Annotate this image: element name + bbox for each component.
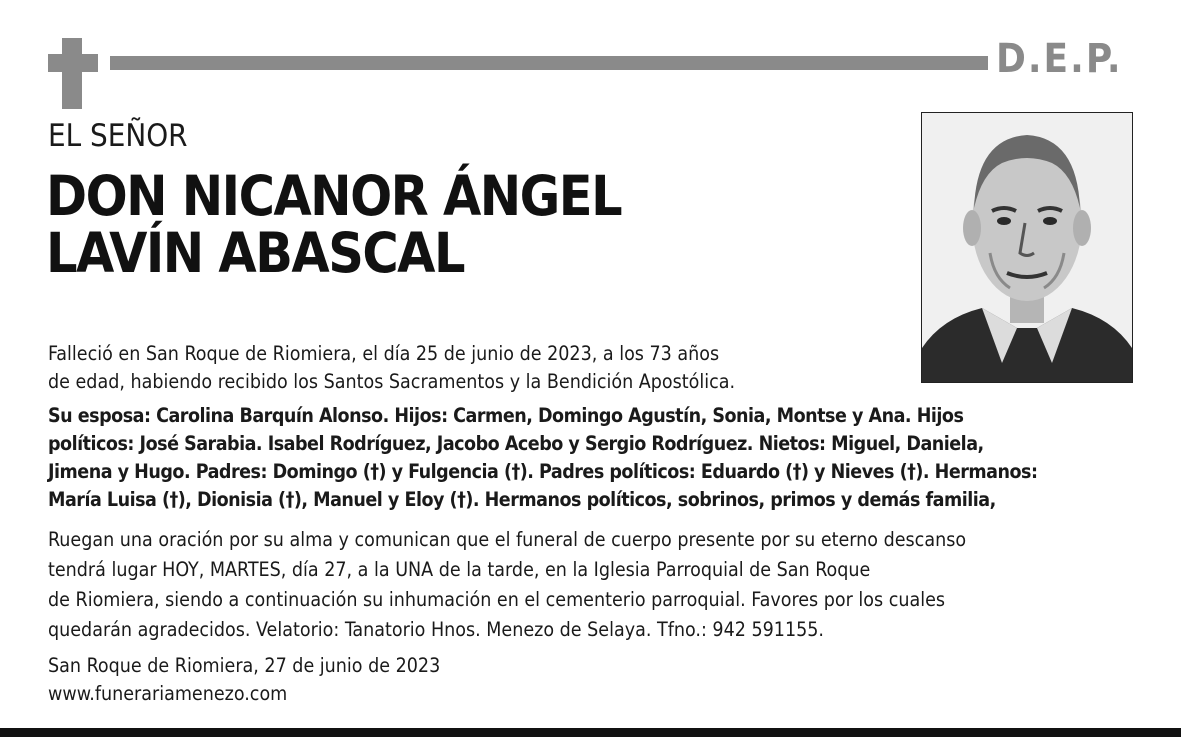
family-line-3: Jimena y Hugo. Padres: Domingo (†) y Fulgencia (†). Padres políticos: Eduardo (†) y Nieves (†). Hermanos: (48, 460, 1038, 483)
family-line-2: políticos: José Sarabia. Isabel Rodríguez, Jacobo Acebo y Sergio Rodríguez. Nietos: Miguel, Daniela, (48, 432, 984, 455)
header-rule (110, 56, 988, 70)
portrait-image (922, 113, 1132, 382)
name-line-1: DON NICANOR ÁNGEL (46, 164, 622, 228)
family-line-4: María Luisa (†), Dionisia (†), Manuel y Eloy (†). Hermanos políticos, sobrinos, primos y demás familia, (48, 488, 996, 511)
death-paragraph (48, 340, 888, 396)
funeral-line-3: de Riomiera, siendo a continuación su inhumación en el cementerio parroquial. Favores por los cuales (48, 588, 946, 611)
place-date: San Roque de Riomiera, 27 de junio de 2023 (48, 654, 441, 677)
website-link[interactable]: www.funerariamenezo.com (48, 682, 288, 705)
funeral-paragraph (48, 525, 1148, 645)
funeral-line-4: quedarán agradecidos. Velatorio: Tanatorio Hnos. Menezo de Selaya. Tfno.: 942 591155. (48, 618, 825, 641)
cross-icon-horizontal (48, 54, 98, 72)
death-line-2: de edad, habiendo recibido los Santos Sacramentos y la Bendición Apostólica. (48, 370, 736, 393)
name-line-2: LAVÍN ABASCAL (46, 221, 464, 285)
family-paragraph (48, 402, 1148, 514)
funeral-line-1: Ruegan una oración por su alma y comunican que el funeral de cuerpo presente por su eterno descanso (48, 528, 967, 551)
death-line-1: Falleció en San Roque de Riomiera, el día 25 de junio de 2023, a los 73 años (48, 342, 720, 365)
honorific: EL SEÑOR (48, 118, 188, 154)
family-line-1: Su esposa: Carolina Barquín Alonso. Hijos: Carmen, Domingo Agustín, Sonia, Montse y Ana. Hijos (48, 404, 964, 427)
deceased-name (46, 164, 622, 285)
funeral-line-2: tendrá lugar HOY, MARTES, día 27, a la UNA de la tarde, en la Iglesia Parroquial de San Roque (48, 558, 871, 581)
cross-icon-vertical (62, 38, 82, 109)
portrait-photo (921, 112, 1133, 383)
dep-label: D.E.P. (996, 36, 1123, 82)
bottom-rule (0, 728, 1181, 737)
